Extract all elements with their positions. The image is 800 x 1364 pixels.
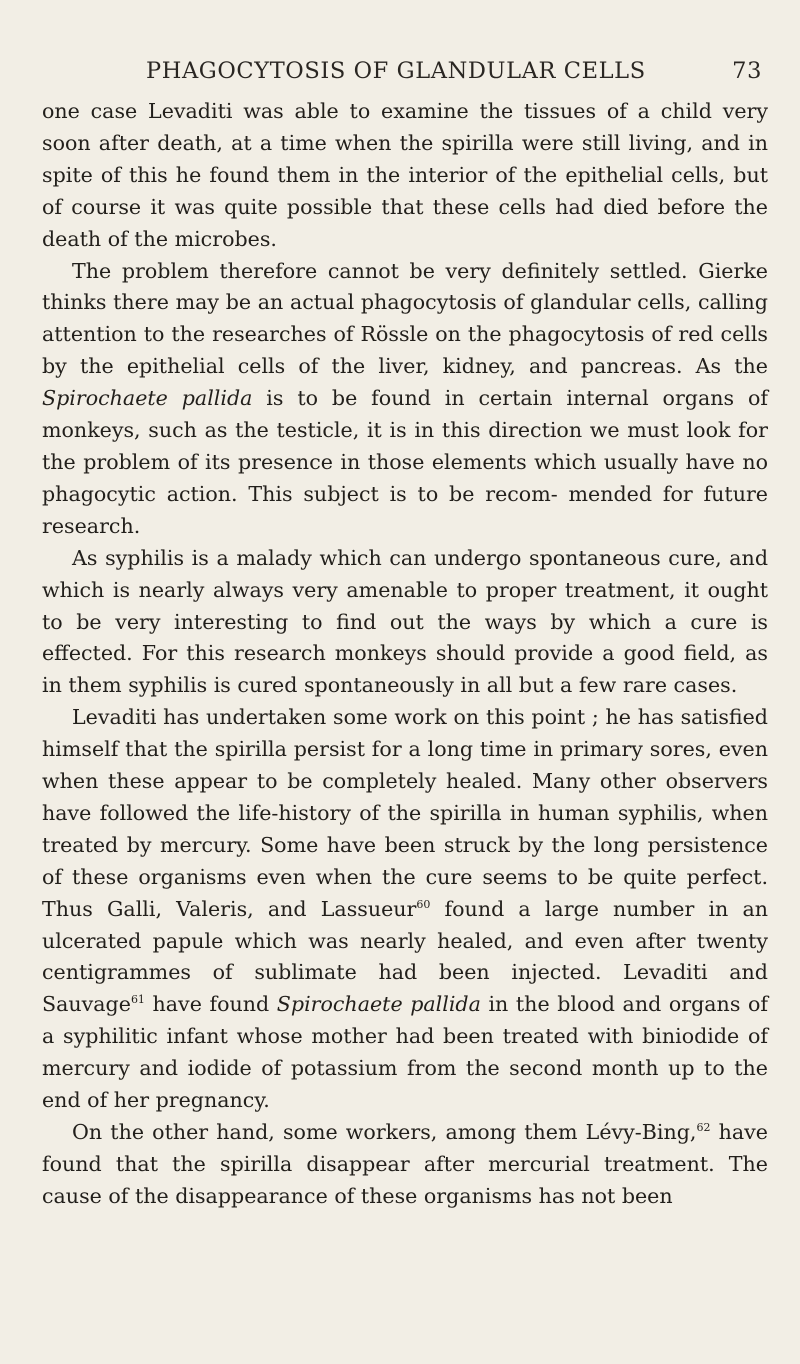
paragraph-continued <box>42 96 768 256</box>
species-name: Spirochaete pallida <box>42 386 253 411</box>
body-text <box>42 96 768 1213</box>
page-number: 73 <box>732 58 762 84</box>
species-name: Spirochaete pallida <box>276 992 481 1017</box>
paragraph-3-text: As syphilis is a malady which can undergo spontaneous cure, and which is nearly always very amenable to proper treatment, it ought to be very interesting to find out the ways by which a cure is effected. For this research monkeys should provide a good field, as in them syphilis is cured spontaneously in all but a few rare cases. <box>42 545 768 698</box>
paragraph-1-text: one case Levaditi was able to examine the tissues of a child very soon after death, at a time when the spirilla were still living, and in spite of this he found them in the interior of the epithelial cells, but of course it was quite possible that these cells had died before the death of the microbes. <box>42 99 768 251</box>
paragraph-5-text-b: have found that the spirilla disappear after mercurial treatment. The cause of the disappearance of these organisms has not been <box>42 1120 768 1208</box>
paragraph-4-text-b: found a large number in an ulcerated papule which was nearly healed, and even after twenty centigrammes of sublimate had been injected. Levaditi and Sauvage <box>42 896 768 1017</box>
paragraph-2-text-a: The problem therefore cannot be very definitely settled. Gierke thinks there may be an actual phagocytosis of glandular cells, calling attention to the researches of Rössle on the phagocytosis of red cells by the epithelial cells of the liver, kidney, and pancreas. As the <box>42 258 768 379</box>
footnote-ref-62: 62 <box>696 1121 711 1134</box>
running-head-title: PHAGOCYTOSIS OF GLANDULAR CELLS <box>146 58 646 84</box>
footnote-ref-61: 61 <box>130 993 145 1007</box>
paragraph-5-text-a: On the other hand, some workers, among them Lévy-Bing, <box>72 1120 697 1144</box>
paragraph-4 <box>42 702 768 1117</box>
paragraph-4-text-d: in the blood and organs of a syphilitic infant whose mother had been treated with biniodide of mercury and iodide of potassium from the second month up to the end of her pregnancy. <box>42 992 768 1113</box>
running-head <box>146 58 762 84</box>
paragraph-4-text-a: Levaditi has undertaken some work on this point ; he has satisfied himself that the spirilla persist for a long time in primary sores, even when these appear to be completely healed. Many other observers have followed the life-history of the spirilla in human syphilis, when treated by mercury. Some have been struck by the long persistence of these organisms even when the cure seems to be quite perfect. Thus Galli, Valeris, and Lassueur <box>42 705 768 921</box>
paragraph-2-text-b: is to be found in certain internal organs of monkeys, such as the testicle, it is in this direction we must look for the problem of its presence in those elements which usually have no phagocytic action. This subject is to be recom- mended for future research. <box>42 386 768 538</box>
paragraph-3 <box>42 543 768 703</box>
paragraph-5 <box>42 1117 768 1213</box>
footnote-ref-60: 60 <box>416 897 431 911</box>
paragraph-2 <box>42 256 768 543</box>
paragraph-4-text-c: have found <box>144 992 277 1017</box>
